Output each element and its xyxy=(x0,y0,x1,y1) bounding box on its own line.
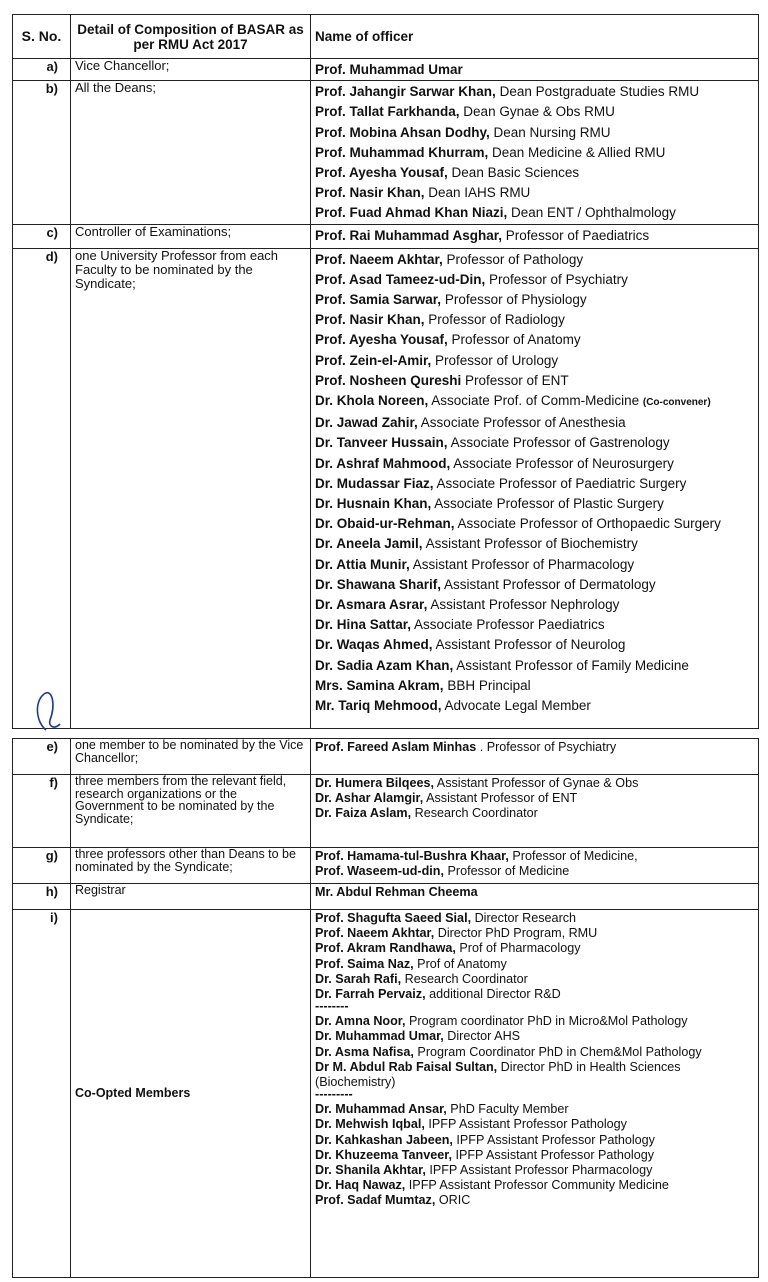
officer-entry xyxy=(315,270,754,290)
officer-name: Prof. Hamama-tul-Bushra Khaar, xyxy=(315,849,509,863)
table-row xyxy=(13,248,759,728)
officer-entry xyxy=(315,941,754,956)
table-row xyxy=(13,59,759,81)
header-officer-name: Name of officer xyxy=(311,15,759,59)
officer-entry xyxy=(315,776,754,791)
officer-entry xyxy=(315,957,754,972)
officer-name: Dr M. Abdul Rab Faisal Sultan, xyxy=(315,1059,498,1074)
officer-name: Mrs. Samina Akram, xyxy=(315,677,444,693)
officer-designation: Research Coordinator xyxy=(401,971,528,986)
officer-entry xyxy=(315,310,754,330)
officer-designation: Dean Medicine & Allied RMU xyxy=(488,144,666,160)
officer-name: Dr. Husnain Khan, xyxy=(315,496,432,512)
officer-name: Dr. Amna Noor, xyxy=(315,1014,406,1029)
officer-name: Prof. Akram Randhawa, xyxy=(315,941,456,956)
officer-entry xyxy=(315,1060,754,1075)
officer-name: Dr. Hina Sattar, xyxy=(315,617,412,633)
table-row xyxy=(13,910,759,1278)
row-officer-names xyxy=(311,739,759,775)
officer-designation: Assistant Professor Nephrology xyxy=(427,597,620,613)
row-composition-detail: Registrar xyxy=(71,884,311,910)
officer-designation: Director PhD in Health Sciences xyxy=(497,1059,681,1074)
separator-dashes: --------- xyxy=(315,1087,353,1102)
officer-designation: Professor of Pathology xyxy=(442,251,584,267)
officer-entry xyxy=(315,494,754,514)
row-composition-detail: one University Professor from each Faculty to be nominated by the Syndicate; xyxy=(71,248,311,728)
officer-designation: Associate Professor of Anesthesia xyxy=(417,415,626,431)
row-serial-number: g) xyxy=(13,848,71,884)
officer-designation: Associate Prof. of Comm-Medicine xyxy=(428,393,643,409)
officer-name: Prof. Tallat Farkhanda, xyxy=(315,104,460,120)
officer-entry xyxy=(315,82,754,102)
header-detail: Detail of Composition of BASAR as per RMU Act 2017 xyxy=(71,15,311,59)
officer-designation: IPFP Assistant Professor Pathology xyxy=(424,1117,627,1132)
officer-entry xyxy=(315,885,754,900)
officer-name: Dr. Aneela Jamil, xyxy=(315,536,423,552)
officer-entry xyxy=(315,351,754,371)
officer-entry xyxy=(315,1029,754,1044)
table-row xyxy=(13,848,759,884)
officer-entry xyxy=(315,163,754,183)
officer-entry xyxy=(315,60,754,80)
separator-dashes: -------- xyxy=(315,999,349,1014)
officer-entry xyxy=(315,656,754,676)
officer-entry xyxy=(315,250,754,270)
officer-name: Dr. Jawad Zahir, xyxy=(315,415,418,431)
officer-designation: Prof of Pharmacology xyxy=(455,941,581,956)
row-serial-number: e) xyxy=(13,739,71,775)
row-composition-detail: Controller of Examinations; xyxy=(71,224,311,248)
row-composition-detail: one member to be nominated by the Vice Chancellor; xyxy=(71,739,311,775)
row-officer-names xyxy=(311,81,759,224)
header-sno: S. No. xyxy=(13,15,71,59)
officer-name: Prof. Nasir Khan, xyxy=(315,185,425,201)
row-composition-detail: three members from the relevant field, research organizations or the Government to be nominated by the Syndicate; xyxy=(71,775,311,848)
table-header-row xyxy=(13,15,759,59)
officer-entry xyxy=(315,911,754,926)
officer-entry xyxy=(315,514,754,534)
officer-entry xyxy=(315,1178,754,1193)
officer-designation: Associate Professor of Plastic Surgery xyxy=(431,496,664,512)
officer-name: Prof. Muhammad Khurram, xyxy=(315,144,489,160)
officer-entry xyxy=(315,1102,754,1117)
officer-designation: Assistant Professor of ENT xyxy=(423,791,578,806)
officer-entry xyxy=(315,635,754,655)
row-officer-names xyxy=(311,775,759,848)
officer-name: Dr. Faiza Aslam, xyxy=(315,806,412,821)
officer-name: Dr. Asma Nafisa, xyxy=(315,1044,414,1059)
officer-designation: (Biochemistry) xyxy=(315,1075,396,1090)
officer-entry xyxy=(315,454,754,474)
officer-entry xyxy=(315,740,754,755)
officer-name: Dr. Kahkashan Jabeen, xyxy=(315,1132,453,1147)
officer-designation: IPFP Assistant Professor Pathology xyxy=(452,1132,655,1147)
officer-name: Dr. Farrah Pervaiz, xyxy=(315,987,426,1002)
row-composition-detail: Vice Chancellor; xyxy=(71,59,311,81)
officer-name: Prof. Naeem Akhtar, xyxy=(315,251,443,267)
officer-designation: Dean Nursing RMU xyxy=(489,124,611,140)
officer-entry xyxy=(315,806,754,821)
row-officer-names xyxy=(311,884,759,910)
officer-designation: Assistant Professor of Family Medicine xyxy=(453,657,689,673)
officer-name: Dr. Muhammad Ansar, xyxy=(315,1102,447,1117)
officer-entry xyxy=(315,1014,754,1029)
officer-name: Dr. Obaid-ur-Rehman, xyxy=(315,516,455,532)
officer-entry xyxy=(315,849,754,864)
row-serial-number: a) xyxy=(13,59,71,81)
officer-name: Dr. Shawana Sharif, xyxy=(315,576,442,592)
officer-name: Prof. Rai Muhammad Asghar, xyxy=(315,227,503,243)
officer-designation: BBH Principal xyxy=(443,677,531,693)
officer-name: Dr. Sadia Azam Khan, xyxy=(315,657,454,673)
officer-entry xyxy=(315,330,754,350)
officer-entry xyxy=(315,1163,754,1178)
handwritten-mark xyxy=(28,686,68,734)
officer-entry xyxy=(315,433,754,453)
officer-designation: ORIC xyxy=(435,1193,471,1208)
row-serial-number: d) xyxy=(13,248,71,728)
officer-designation: Director Research xyxy=(471,911,577,925)
officer-entry xyxy=(315,1045,754,1060)
officer-entry xyxy=(315,575,754,595)
officer-designation: Professor of Medicine, xyxy=(508,849,638,863)
officer-entry xyxy=(315,474,754,494)
officer-name: Prof. Samia Sarwar, xyxy=(315,292,442,308)
officer-entry xyxy=(315,102,754,122)
officer-designation: Associate Professor Paediatrics xyxy=(411,617,605,633)
row-officer-names xyxy=(311,248,759,728)
officer-entry xyxy=(315,615,754,635)
row-serial-number: c) xyxy=(13,224,71,248)
officer-name: Dr. Humera Bilqees, xyxy=(315,776,434,790)
officer-entry xyxy=(315,864,754,879)
table-row xyxy=(13,884,759,910)
officer-entry xyxy=(315,371,754,391)
officer-name: Prof. Muhammad Umar xyxy=(315,62,463,77)
officer-name: Prof. Nosheen Qureshi xyxy=(315,372,462,388)
officer-designation: Associate Professor of Neurosurgery xyxy=(450,455,674,471)
officer-designation: Director PhD Program, RMU xyxy=(434,926,598,941)
officer-entry xyxy=(315,1193,754,1208)
officer-designation: PhD Faculty Member xyxy=(446,1102,569,1117)
officer-designation: Assistant Professor of Neurolog xyxy=(432,637,626,653)
officer-entry xyxy=(315,676,754,696)
officer-designation: IPFP Assistant Professor Community Medicine xyxy=(405,1178,669,1193)
officer-entry xyxy=(315,1117,754,1132)
officer-entry xyxy=(315,183,754,203)
officer-entry xyxy=(315,290,754,310)
officer-designation: Dean IAHS RMU xyxy=(424,185,531,201)
officer-designation: Assistant Professor of Gynae & Obs xyxy=(434,776,639,790)
officer-name: Dr. Attia Munir, xyxy=(315,556,410,572)
officer-entry xyxy=(315,143,754,163)
officer-designation: Associate Professor of Paediatric Surgery xyxy=(433,475,687,491)
row-officer-names xyxy=(311,224,759,248)
officer-designation: Director AHS xyxy=(443,1029,521,1044)
officer-entry xyxy=(315,1148,754,1163)
officer-name: Prof. Sadaf Mumtaz, xyxy=(315,1193,436,1208)
row-composition-detail: Co-Opted Members xyxy=(71,910,311,1278)
officer-designation: Dean Basic Sciences xyxy=(447,165,580,181)
officer-name: Dr. Muhammad Umar, xyxy=(315,1029,444,1044)
row-officer-names xyxy=(311,848,759,884)
officer-designation: Prof of Anatomy xyxy=(413,956,507,971)
officer-name: Mr. Abdul Rehman Cheema xyxy=(315,885,478,899)
officer-designation: Professor of ENT xyxy=(461,372,569,388)
officer-designation: Assistant Professor of Dermatology xyxy=(441,576,656,592)
officer-entry xyxy=(315,203,754,223)
officer-entry xyxy=(315,1075,754,1090)
officer-designation: Professor of Anatomy xyxy=(447,332,581,348)
row-serial-number: i) xyxy=(13,910,71,1278)
officer-designation: Dean ENT / Ophthalmology xyxy=(507,205,676,221)
officer-name: Dr. Sarah Rafi, xyxy=(315,971,402,986)
officer-entry xyxy=(315,791,754,806)
officer-note: (Co-convener) xyxy=(642,397,711,409)
officer-entry xyxy=(315,972,754,987)
officer-name: Prof. Asad Tameez-ud-Din, xyxy=(315,271,486,287)
officer-designation: Professor of Physiology xyxy=(441,292,587,308)
table-row xyxy=(13,775,759,848)
officer-name: Prof. Waseem-ud-din, xyxy=(315,864,444,879)
composition-table-part-2 xyxy=(12,738,759,1278)
officer-designation: Associate Professor of Gastrenology xyxy=(447,435,670,451)
officer-name: Prof. Saima Naz, xyxy=(315,956,414,971)
officer-name: Mr. Tariq Mehmood, xyxy=(315,698,442,714)
officer-designation: . Professor of Psychiatry xyxy=(476,740,617,754)
table-row xyxy=(13,224,759,248)
officer-name: Prof. Mobina Ahsan Dodhy, xyxy=(315,124,490,140)
row-officer-names xyxy=(311,910,759,1278)
row-composition-detail: three professors other than Deans to be nominated by the Syndicate; xyxy=(71,848,311,884)
officer-name: Prof. Ayesha Yousaf, xyxy=(315,165,448,181)
officer-entry xyxy=(315,987,754,1002)
officer-name: Dr. Waqas Ahmed, xyxy=(315,637,433,653)
officer-designation: Assistant Professor of Biochemistry xyxy=(422,536,638,552)
officer-name: Prof. Nasir Khan, xyxy=(315,312,425,328)
officer-designation: Professor of Radiology xyxy=(424,312,565,328)
officer-entry xyxy=(315,226,754,246)
officer-name: Dr. Shanila Akhtar, xyxy=(315,1163,426,1178)
table-row xyxy=(13,81,759,224)
officer-name: Dr. Mudassar Fiaz, xyxy=(315,475,434,491)
officer-name: Dr. Asmara Asrar, xyxy=(315,597,428,613)
row-officer-names xyxy=(311,59,759,81)
officer-entry xyxy=(315,534,754,554)
officer-entry xyxy=(315,696,754,716)
officer-entry xyxy=(315,595,754,615)
officer-designation: Professor of Psychiatry xyxy=(485,271,628,287)
officer-entry xyxy=(315,413,754,433)
officer-designation: IPFP Assistant Professor Pathology xyxy=(451,1147,655,1162)
officer-designation: Dean Gynae & Obs RMU xyxy=(459,104,615,120)
officer-name: Prof. Jahangir Sarwar Khan, xyxy=(315,84,496,100)
officer-designation: Dean Postgraduate Studies RMU xyxy=(495,84,700,100)
officer-designation: Program Coordinator PhD in Chem&Mol Pathology xyxy=(413,1044,702,1059)
officer-name: Dr. Ashar Alamgir, xyxy=(315,791,424,806)
officer-designation: Associate Professor of Orthopaedic Surgery xyxy=(454,516,721,532)
officer-name: Dr. Tanveer Hussain, xyxy=(315,435,448,451)
officer-designation: additional Director R&D xyxy=(425,987,561,1002)
row-serial-number: b) xyxy=(13,81,71,224)
officer-designation: Professor of Urology xyxy=(431,352,559,368)
officer-name: Prof. Naeem Akhtar, xyxy=(315,926,435,941)
officer-designation: IPFP Assistant Professor Pharmacology xyxy=(425,1163,653,1178)
officer-entry xyxy=(315,1133,754,1148)
officer-designation: Professor of Paediatrics xyxy=(502,227,650,243)
officer-name: Dr. Khola Noreen, xyxy=(315,393,429,409)
officer-name: Dr. Khuzeema Tanveer, xyxy=(315,1147,452,1162)
row-composition-detail: All the Deans; xyxy=(71,81,311,224)
officer-designation: Advocate Legal Member xyxy=(441,698,591,714)
officer-designation: Professor of Medicine xyxy=(443,864,570,879)
table-row xyxy=(13,739,759,775)
officer-entry xyxy=(315,555,754,575)
officer-entry xyxy=(315,391,754,413)
officer-entry xyxy=(315,123,754,143)
officer-name: Prof. Ayesha Yousaf, xyxy=(315,332,448,348)
officer-name: Prof. Fareed Aslam Minhas xyxy=(315,740,477,754)
officer-entry xyxy=(315,926,754,941)
officer-designation: Program coordinator PhD in Micro&Mol Pathology xyxy=(405,1014,688,1029)
composition-table-part-1 xyxy=(12,14,759,729)
officer-designation: Research Coordinator xyxy=(411,806,538,821)
row-serial-number: h) xyxy=(13,884,71,910)
officer-designation: Assistant Professor of Pharmacology xyxy=(409,556,635,572)
row-serial-number: f) xyxy=(13,775,71,848)
officer-name: Dr. Haq Nawaz, xyxy=(315,1178,406,1193)
officer-name: Prof. Zein-el-Amir, xyxy=(315,352,432,368)
officer-name: Prof. Shagufta Saeed Sial, xyxy=(315,911,472,925)
officer-name: Dr. Ashraf Mahmood, xyxy=(315,455,451,471)
officer-name: Dr. Mehwish Iqbal, xyxy=(315,1117,425,1132)
officer-name: Prof. Fuad Ahmad Khan Niazi, xyxy=(315,205,508,221)
